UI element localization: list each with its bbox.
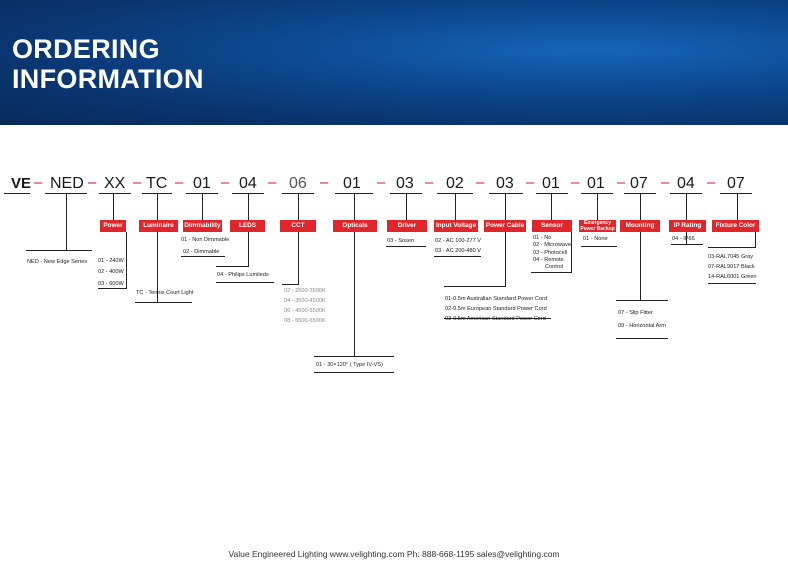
title-line-2: INFORMATION <box>12 64 204 94</box>
code-ip-rating: 04 <box>677 175 695 192</box>
title-line-1: ORDERING <box>12 34 160 64</box>
code-separator: – <box>617 174 626 191</box>
option-luminaire: TC - Tennis Court Light <box>136 290 194 296</box>
option-optics: 01 - 30×120° ( Type IV-VS) <box>316 362 383 368</box>
code-underline <box>99 193 131 194</box>
code-separator: – <box>526 174 535 191</box>
option-cct: 06 - 4500-5500K <box>284 308 326 314</box>
option-emergency: 01 - None <box>583 236 608 242</box>
connector-line <box>671 244 703 245</box>
code-separator: – <box>661 174 670 191</box>
code-input-voltage: 02 <box>446 175 464 192</box>
option-power-cable: 02-0.5m European Standard Power Cord <box>445 306 547 312</box>
code-separator: – <box>268 174 277 191</box>
footer-contact: Value Engineered Lighting www.velighting.com Ph: 888-668-1195 sales@velighting.com <box>228 549 560 559</box>
code-separator: – <box>34 174 43 191</box>
connector-line <box>386 246 426 247</box>
code-separator: – <box>425 174 434 191</box>
option-fixture-color: 14-RAL6001 Green <box>708 274 757 280</box>
connector-line <box>640 194 641 220</box>
code-luminaire: TC <box>146 175 168 192</box>
connector-line <box>406 194 407 220</box>
option-sensor: Control <box>545 264 564 270</box>
option-cct: 08 - 5500-6500K <box>284 318 326 324</box>
connector-line <box>216 282 274 283</box>
connector-line <box>126 232 127 288</box>
option-leds: 04 - Philips Lumileds <box>217 272 269 278</box>
option-fixture-color: 07-RAL9017 Black <box>708 264 755 270</box>
connector-line <box>298 232 299 284</box>
code-fixture-color: 07 <box>727 175 745 192</box>
code-separator: – <box>88 174 97 191</box>
label-driver: Driver <box>387 220 427 232</box>
option-sensor: 04 - Remote <box>533 257 564 263</box>
connector-line <box>708 283 756 284</box>
label-input-voltage: Input Voltage <box>434 220 478 232</box>
option-dimmability: 02 - Dimmable <box>183 249 220 255</box>
code-underline <box>720 193 752 194</box>
connector-line <box>314 356 394 357</box>
option-input-voltage: 03 - AC 200-480 V <box>435 248 482 254</box>
code-separator: – <box>320 174 329 191</box>
code-cct: 06 <box>289 175 307 192</box>
code-ve: VE <box>11 175 32 192</box>
connector-line <box>248 232 249 266</box>
option-mounting: 07 - Slip Fitter <box>618 310 653 316</box>
connector-line <box>444 286 506 287</box>
connector-line <box>581 246 617 247</box>
option-cct: 02 - 2500-3500K <box>284 288 326 294</box>
header-banner <box>0 0 788 125</box>
label-sensor: Sensor <box>532 220 572 232</box>
connector-line <box>571 232 572 272</box>
code-underline <box>536 193 568 194</box>
option-driver: 03 - Sosen <box>387 238 415 244</box>
code-mounting: 07 <box>630 175 648 192</box>
label-power: Power <box>100 220 126 232</box>
label-dimmability: Dimmability <box>183 220 222 232</box>
label-emergency-line-1: Emergency <box>584 220 611 226</box>
label-optics: Opticals <box>333 220 377 232</box>
connector-line <box>597 194 598 220</box>
code-power: XX <box>104 175 126 192</box>
label-leds: LEDS <box>230 220 265 232</box>
connector-line <box>135 302 192 303</box>
connector-line <box>202 194 203 220</box>
connector-line <box>354 232 355 356</box>
option-power-cable: 03-0.5m American Standard Power Cord <box>445 316 546 322</box>
connector-line <box>354 194 355 220</box>
label-mounting: Mounting <box>620 220 660 232</box>
connector-line <box>616 338 668 339</box>
option-sensor: 02 - Microwave <box>533 242 571 248</box>
connector-line <box>755 232 756 247</box>
label-luminaire: Luminaire <box>139 220 178 232</box>
option-power: 03 - 600W <box>98 281 124 287</box>
connector-line <box>616 300 668 301</box>
connector-line <box>640 232 641 300</box>
connector-line <box>181 256 225 257</box>
option-series: NED - New Edge Series <box>27 259 87 265</box>
option-power: 02 - 400W <box>98 269 124 275</box>
option-sensor: 01 - No <box>533 235 552 241</box>
code-separator: – <box>175 174 184 191</box>
label-emergency-line-2: Power Backup <box>580 226 615 232</box>
code-separator: – <box>133 174 142 191</box>
label-ip-rating: IP Rating <box>669 220 706 232</box>
code-separator: – <box>221 174 230 191</box>
code-underline <box>489 193 523 194</box>
label-fixture-color: Fixture Color <box>712 220 759 232</box>
code-series: NED <box>50 175 84 192</box>
code-underline <box>4 193 30 194</box>
label-cct: CCT <box>280 220 316 232</box>
connector-line <box>216 266 249 267</box>
option-ip-rating: 04 - IP66 <box>672 236 695 242</box>
code-separator: – <box>476 174 485 191</box>
option-mounting: 09 - Horizontal Arm <box>618 323 666 329</box>
code-driver: 03 <box>396 175 414 192</box>
option-dimmability: 01 - Non Dimmable <box>181 237 230 243</box>
connector-line <box>505 232 506 286</box>
connector-line <box>434 256 481 257</box>
connector-line <box>248 194 249 220</box>
option-sensor: 03 - Photocell <box>533 250 568 256</box>
code-emergency: 01 <box>587 175 605 192</box>
code-separator: – <box>377 174 386 191</box>
connector-line <box>314 372 394 373</box>
connector-line <box>505 194 506 220</box>
connector-line <box>157 194 158 220</box>
connector-line <box>551 194 552 220</box>
option-fixture-color: 03-RAL7045 Gray <box>708 254 754 260</box>
label-emergency <box>579 220 616 232</box>
option-input-voltage: 02 - AC 100-277 V <box>435 238 482 244</box>
label-power-cable: Power Cable <box>484 220 526 232</box>
code-separator: – <box>707 174 716 191</box>
connector-line <box>686 194 687 220</box>
code-leds: 04 <box>239 175 257 192</box>
code-power-cable: 03 <box>496 175 514 192</box>
connector-line <box>737 194 738 220</box>
connector-line <box>66 194 67 250</box>
connector-line <box>113 194 114 220</box>
option-power: 01 - 240W <box>98 258 124 264</box>
connector-line <box>98 288 127 289</box>
code-dimmability: 01 <box>193 175 211 192</box>
code-optics: 01 <box>343 175 361 192</box>
connector-line <box>26 250 92 251</box>
connector-line <box>708 247 756 248</box>
page-title <box>12 34 204 94</box>
connector-line <box>455 194 456 220</box>
connector-line <box>531 272 572 273</box>
option-power-cable: 01-0.5m Australian Standard Power Cord <box>445 296 547 302</box>
option-cct: 04 - 3500-4500K <box>284 298 326 304</box>
connector-line <box>298 194 299 220</box>
connector-line <box>282 284 299 285</box>
code-separator: – <box>571 174 580 191</box>
code-sensor: 01 <box>542 175 560 192</box>
